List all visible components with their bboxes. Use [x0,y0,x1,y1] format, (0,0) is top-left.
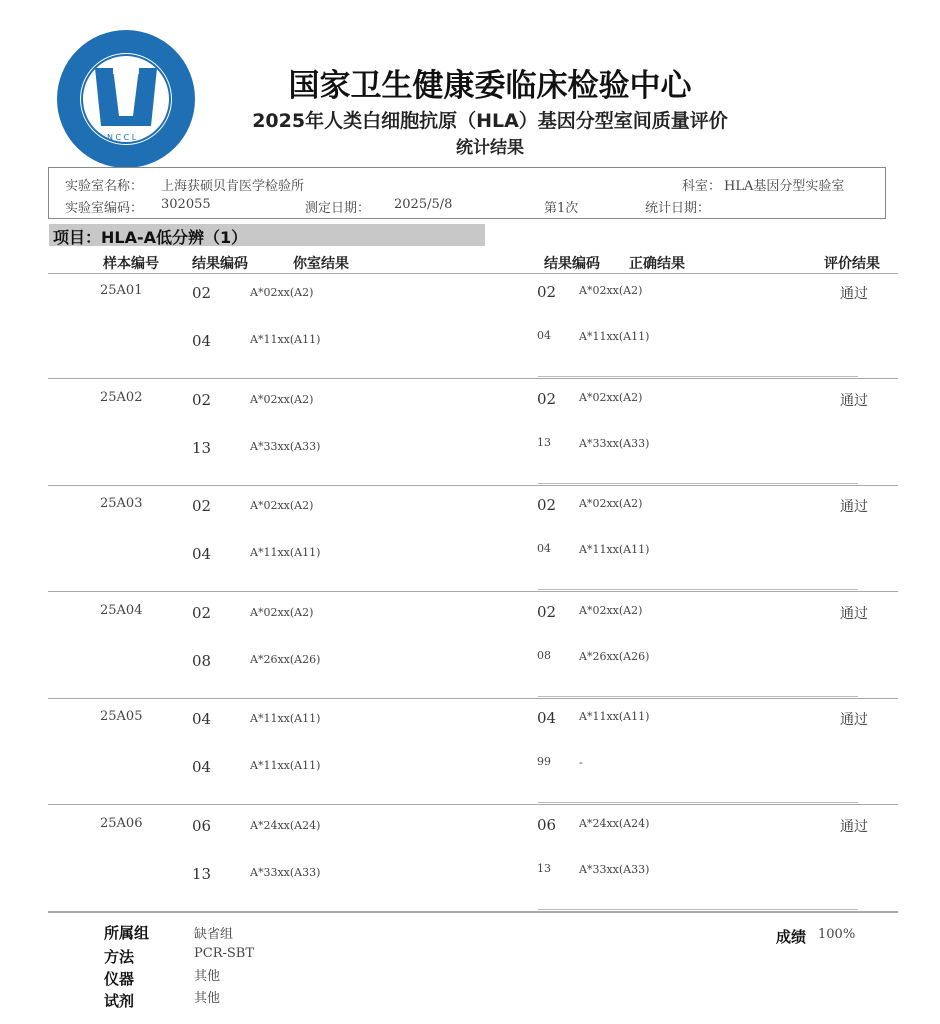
evaluation-result: 通过 [840,393,868,409]
page-title: 国家卫生健康委临床检验中心 [288,68,692,104]
result-code: 02 [192,497,212,515]
dept-name: HLA基因分型实验室 [724,179,845,194]
correct-code: 04 [537,329,551,342]
result-code: 02 [192,604,212,622]
sample-id: 25A04 [100,603,143,618]
evaluation-result: 通过 [840,286,868,302]
your-result: A*11xx(A11) [250,712,321,725]
correct-result: A*26xx(A26) [579,650,650,663]
col-result-code-2: 结果编码 [544,256,600,272]
your-result: A*02xx(A2) [250,286,314,299]
your-result: A*11xx(A11) [250,759,321,772]
correct-code: 04 [537,709,557,727]
result-code: 08 [192,652,212,670]
correct-result: A*33xx(A33) [579,863,650,876]
result-code: 04 [192,758,212,776]
result-code: 02 [192,391,212,409]
correct-result: A*33xx(A33) [579,437,650,450]
your-result: A*11xx(A11) [250,546,321,559]
round-number: 第1次 [544,201,579,216]
row-subdivider [538,589,858,590]
row-subdivider [538,483,858,484]
correct-code: 02 [537,283,557,301]
col-correct-result: 正确结果 [629,256,685,272]
result-code: 04 [192,545,212,563]
correct-result: A*02xx(A2) [579,391,643,404]
header-divider [48,273,898,274]
evaluation-result: 通过 [840,819,868,835]
report-subtitle-2: 统计结果 [456,138,524,158]
row-subdivider [538,696,858,697]
reagent-value: 其他 [194,991,221,1006]
method-value: PCR-SBT [194,946,255,961]
row-divider [48,698,898,699]
your-result: A*33xx(A33) [250,440,321,453]
dept-label: 科室： [682,179,722,194]
group-label: 所属组 [104,924,150,942]
score-value: 100% [818,927,856,942]
lab-code-label: 实验室编码： [65,201,144,216]
project-title: 项目：HLA-A低分辨（1） [53,228,248,247]
col-your-result: 你室结果 [293,256,349,272]
instrument-value: 其他 [194,969,221,984]
row-subdivider [538,909,858,910]
correct-code: 13 [537,436,551,449]
sample-id: 25A03 [100,496,143,511]
correct-result: A*02xx(A2) [579,604,643,617]
test-date-label: 测定日期： [305,201,371,216]
correct-code: 99 [537,755,551,768]
your-result: A*02xx(A2) [250,606,314,619]
correct-result: A*02xx(A2) [579,497,643,510]
result-code: 04 [192,332,212,350]
footer-divider [48,912,898,913]
row-divider [48,591,898,592]
col-evaluation: 评价结果 [824,256,880,272]
lab-name: 上海获硕贝肯医学检验所 [161,179,305,194]
test-date: 2025/5/8 [394,197,453,212]
result-code: 04 [192,710,212,728]
correct-code: 02 [537,390,557,408]
row-subdivider [538,376,858,377]
correct-code: 08 [537,649,551,662]
result-code: 02 [192,284,212,302]
your-result: A*11xx(A11) [250,333,321,346]
evaluation-result: 通过 [840,712,868,728]
stat-date-label: 统计日期： [645,201,711,216]
result-code: 06 [192,817,212,835]
correct-result: - [579,756,583,769]
sample-id: 25A05 [100,709,143,724]
your-result: A*33xx(A33) [250,866,321,879]
result-code: 13 [192,865,212,883]
evaluation-result: 通过 [840,499,868,515]
result-code: 13 [192,439,212,457]
sample-id: 25A01 [100,283,143,298]
method-label: 方法 [104,948,135,966]
correct-code: 06 [537,816,557,834]
row-divider [48,378,898,379]
col-result-code: 结果编码 [192,256,248,272]
col-sample-id: 样本编号 [103,256,159,272]
row-divider [48,485,898,486]
correct-code: 04 [537,542,551,555]
project-bar [49,224,485,246]
correct-result: A*11xx(A11) [579,710,650,723]
instrument-label: 仪器 [104,970,135,988]
report-subtitle: 2025年人类白细胞抗原（HLA）基因分型室间质量评价 [252,110,728,132]
sample-id: 25A02 [100,390,143,405]
correct-result: A*11xx(A11) [579,330,650,343]
evaluation-result: 通过 [840,606,868,622]
row-subdivider [538,802,858,803]
your-result: A*02xx(A2) [250,393,314,406]
correct-result: A*11xx(A11) [579,543,650,556]
lab-code: 302055 [161,197,211,212]
lab-name-label: 实验室名称： [65,179,144,194]
your-result: A*26xx(A26) [250,653,321,666]
score-label: 成绩 [776,928,807,946]
correct-code: 02 [537,603,557,621]
correct-code: 13 [537,862,551,875]
your-result: A*02xx(A2) [250,499,314,512]
row-divider [48,804,898,805]
correct-code: 02 [537,496,557,514]
your-result: A*24xx(A24) [250,819,321,832]
group-value: 缺省组 [194,927,234,942]
sample-id: 25A06 [100,816,143,831]
correct-result: A*02xx(A2) [579,284,643,297]
svg-text:N C C L: N C C L [107,133,137,142]
correct-result: A*24xx(A24) [579,817,650,830]
reagent-label: 试剂 [104,992,135,1010]
